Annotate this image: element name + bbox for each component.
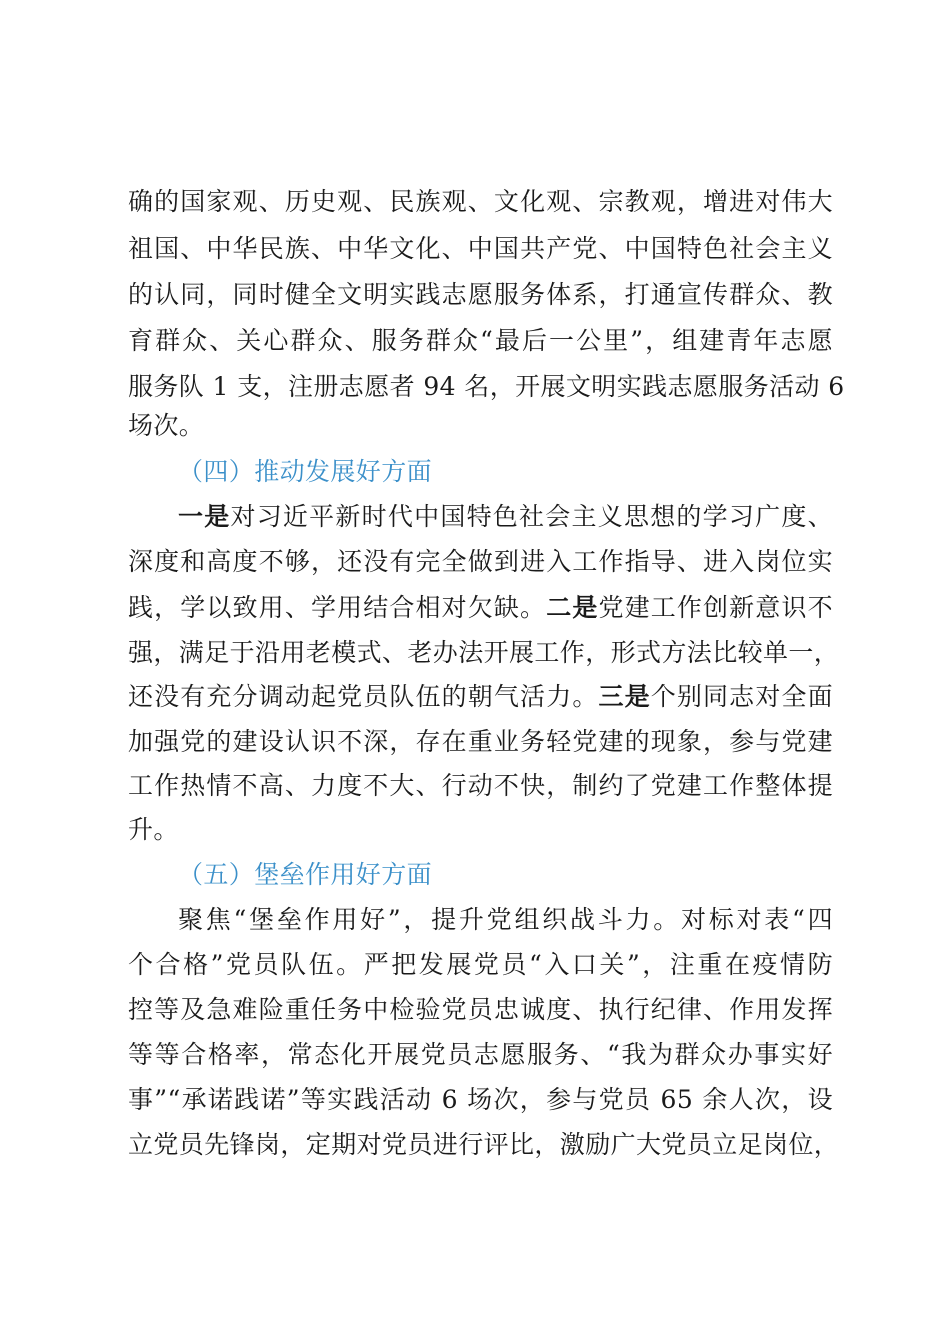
paragraph-line: 工作热情不高、力度不大、行动不快，制约了党建工作整体提 xyxy=(128,771,833,800)
paragraph-line xyxy=(128,588,833,628)
paragraph-line: 的认同，同时健全文明实践志愿服务体系，打通宣传群众、教 xyxy=(128,280,833,309)
paragraph-line: 升。 xyxy=(128,815,179,844)
paragraph-line: 祖国、中华民族、中华文化、中国共产党、中国特色社会主义 xyxy=(128,234,833,263)
paragraph-line: 个合格”党员队伍。严把发展党员“入口关”，注重在疫情防 xyxy=(128,950,833,979)
point-lead: 二是 xyxy=(546,593,599,622)
paragraph-text: 践，学以致用、学用结合相对欠缺。 xyxy=(128,593,547,622)
paragraph-line: 场次。 xyxy=(128,411,205,440)
section-heading-4: （四）推动发展好方面 xyxy=(178,457,433,486)
paragraph-line: 服务队 1 支，注册志愿者 94 名，开展文明实践志愿服务活动 6 xyxy=(128,372,845,401)
paragraph-line: 事”“承诺践诺”等实践活动 6 场次，参与党员 65 余人次，设 xyxy=(128,1085,833,1114)
paragraph-line: 聚焦“堡垒作用好”，提升党组织战斗力。对标对表“四 xyxy=(178,905,833,934)
paragraph-line: 确的国家观、历史观、民族观、文化观、宗教观，增进对伟大 xyxy=(128,187,833,216)
paragraph-line: 立党员先锋岗，定期对党员进行评比，激励广大党员立足岗位， xyxy=(128,1130,840,1159)
paragraph-line: 等等合格率，常态化开展党员志愿服务、“我为群众办事实好 xyxy=(128,1040,833,1069)
point-lead: 三是 xyxy=(598,682,651,711)
section-heading-5: （五）堡垒作用好方面 xyxy=(178,860,433,889)
paragraph-line: 加强党的建设认识不深，存在重业务轻党建的现象，参与党建 xyxy=(128,727,833,756)
paragraph-text: 个别同志对全面 xyxy=(650,682,833,711)
paragraph-line: 强，满足于沿用老模式、老办法开展工作，形式方法比较单一， xyxy=(128,638,840,667)
paragraph-line: 深度和高度不够，还没有完全做到进入工作指导、进入岗位实 xyxy=(128,547,833,576)
paragraph-line xyxy=(178,497,833,537)
point-lead: 一是 xyxy=(178,502,231,531)
paragraph-text: 党建工作创新意识不 xyxy=(598,593,833,622)
paragraph-text: 对习近平新时代中国特色社会主义思想的学习广度、 xyxy=(230,502,833,531)
paragraph-line: 育群众、关心群众、服务群众“最后一公里”，组建青年志愿 xyxy=(128,326,833,355)
paragraph-line: 控等及急难险重任务中检验党员忠诚度、执行纪律、作用发挥 xyxy=(128,995,833,1024)
paragraph-line xyxy=(128,677,833,717)
paragraph-text: 还没有充分调动起党员队伍的朝气活力。 xyxy=(128,682,599,711)
